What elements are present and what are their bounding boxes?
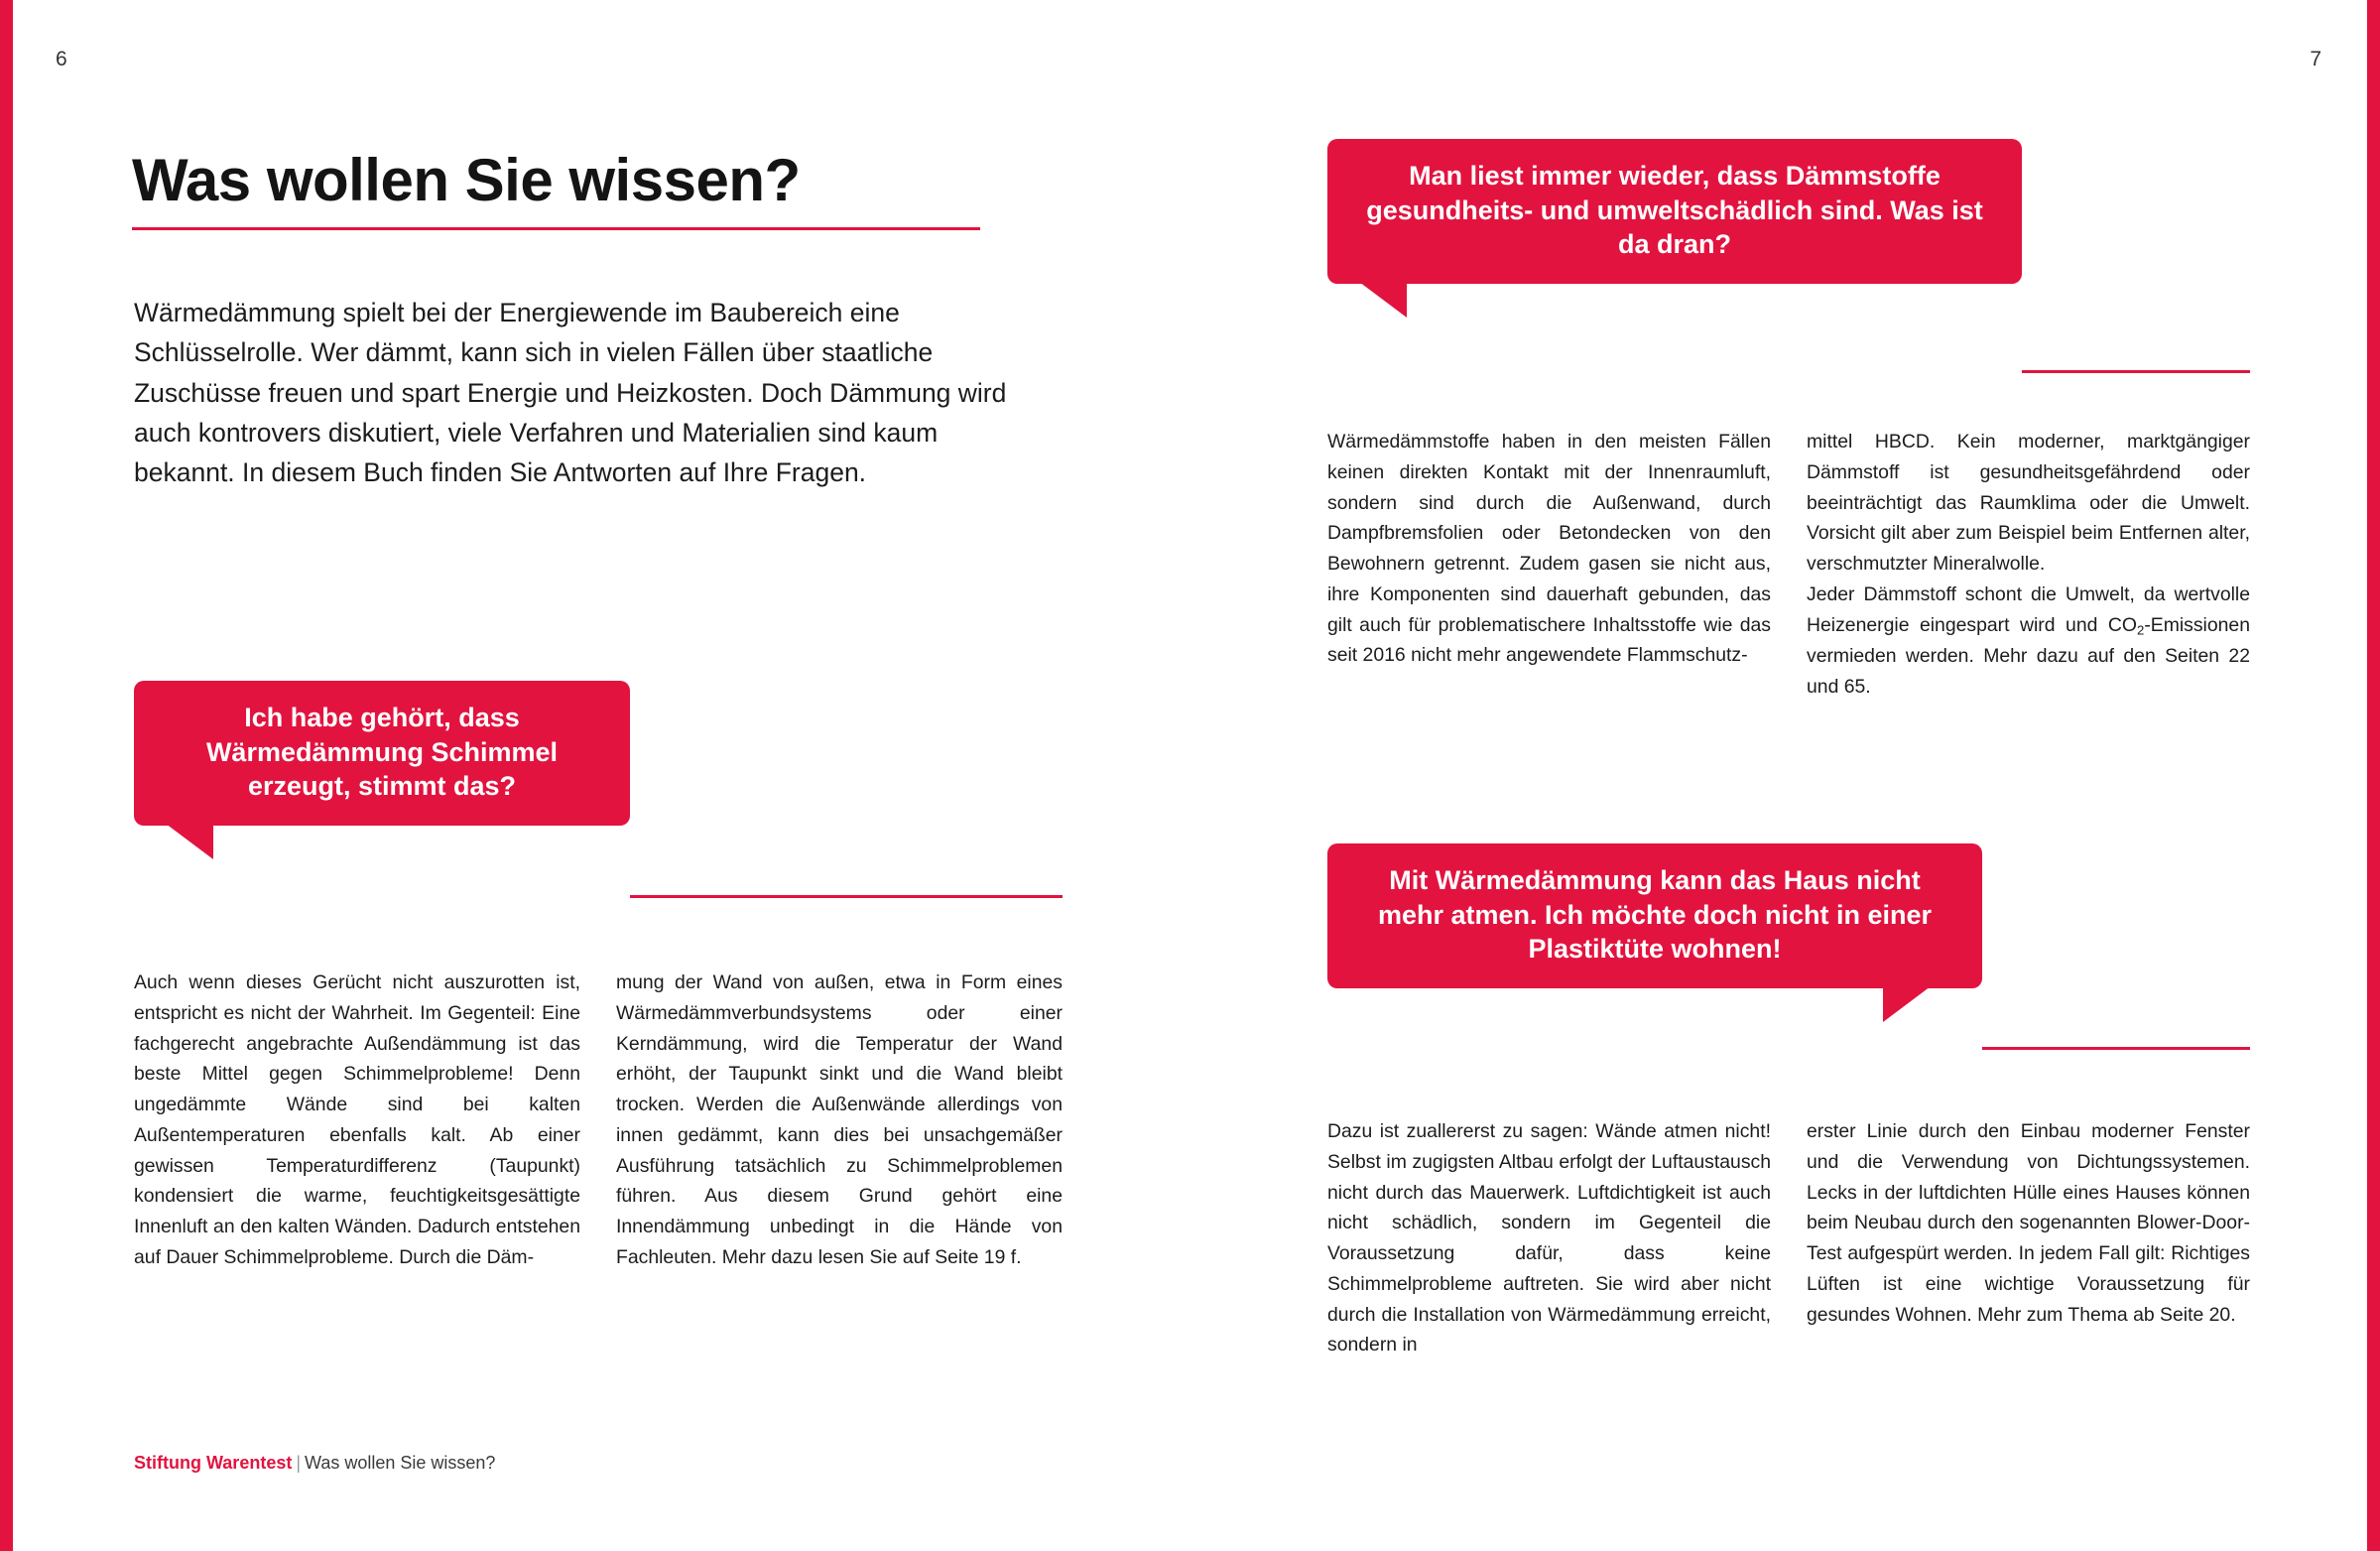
footer-section: Was wollen Sie wissen? (305, 1453, 496, 1473)
answer2-column-right-text-part2 (1807, 580, 2250, 703)
answer2-column-left-text: Wärmedämmstoffe haben in den meisten Fällen keinen direkten Kontakt mit der Innenraumluft, sondern sind durch die Außenwand, durch Dampfbremsfolien oder Betondecken von den Bewohnern getrennt. Zudem gasen sie nicht aus, ihre Komponenten sind dauerhaft gebunden, das gilt auch für problematischere Inhaltsstoffe wie das seit 2016 nicht mehr angewendete Flammschutz- (1327, 431, 1771, 667)
answer-columns-2 (1327, 427, 2250, 703)
page-title: Was wollen Sie wissen? (132, 147, 801, 213)
left-page (13, 0, 1190, 1551)
answer-column-right (616, 968, 1063, 1273)
answer-column-left (134, 968, 580, 1273)
question-block-3 (1327, 843, 1982, 988)
headline-block (132, 149, 1084, 230)
question-block-1 (134, 681, 630, 826)
answer2-column-right-text-part1: mittel HBCD. Kein moderner, marktgängiger Dämmstoff ist gesundheitsgefährdend oder beeinträchtigt das Raumklima oder die Umwelt. Vorsicht gilt aber zum Beispiel beim Entfernen alter, verschmutzter Mineralwolle. (1807, 431, 2250, 575)
bubble-tail (1359, 282, 1407, 318)
answer3-column-left-text: Dazu ist zuallererst zu sagen: Wände atmen nicht! Selbst im zugigsten Altbau erfolgt der Luftaustausch nicht durch das Mauerwerk. Luftdichtigkeit ist auch nicht schädlich, sondern im Gegenteil die Voraussetzung dafür, dass keine Schimmelprobleme auftreten. Sie wird aber nicht durch die Installation von Wärmedämmung erreicht, sondern in (1327, 1120, 1771, 1357)
left-edge-bar (0, 0, 13, 1551)
footer (134, 1453, 495, 1474)
question-bubble-1 (134, 681, 630, 826)
answer3-column-right-text: erster Linie durch den Einbau moderner Fenster und die Verwendung von Dichtungssystemen. Lecks in der luftdichten Hülle eines Hauses können beim Neubau durch den sogenannten Blower-Door-Test aufgespürt werden. In jedem Fall gilt: Richtiges Lüften ist eine wichtige Voraussetzung für gesundes Wohnen. Mehr zum Thema ab Seite 20. (1807, 1120, 2250, 1326)
answer-columns-3 (1327, 1116, 2250, 1360)
question-rule-2 (2022, 370, 2250, 373)
bubble-tail (166, 824, 213, 859)
co2-subscript: 2 (2136, 622, 2145, 638)
question-rule-3 (1982, 1047, 2250, 1050)
footer-brand: Stiftung Warentest (134, 1453, 293, 1473)
answer-column-right-text: mung der Wand von außen, etwa in Form eines Wärmedämmverbundsystems oder einer Kerndämmung, wird die Temperatur der Wand erhöht, der Taupunkt sinkt und die Wand bleibt trocken. Werden die Außenwände allerdings von innen gedämmt, kann dies bei unsachgemäßer Ausführung tatsächlich zu Schimmelproblemen führen. Aus diesem Grund gehört eine Innendämmung unbedingt in die Hände von Fachleuten. Mehr dazu lesen Sie auf Seite 19 f. (616, 971, 1063, 1268)
answer3-column-right (1807, 1116, 2250, 1360)
question-bubble-2 (1327, 139, 2022, 284)
question-block-2 (1327, 139, 2022, 284)
question-bubble-2-text: Man liest immer wieder, dass Dämmstoffe gesundheits- und umweltschädlich sind. Was ist da dran? (1366, 161, 1983, 260)
question-bubble-1-text: Ich habe gehört, dass Wärmedämmung Schimmel erzeugt, stimmt das? (205, 703, 559, 802)
question-bubble-3 (1327, 843, 1982, 988)
question-rule-1 (630, 895, 1063, 898)
answer2-part2a: Jeder Dämmstoff schont die Umwelt, da wertvolle Heizenergie eingespart wird und CO (1807, 582, 2250, 636)
answer2-column-left (1327, 427, 1771, 703)
right-edge-bar (2367, 0, 2380, 1551)
answer3-column-left (1327, 1116, 1771, 1360)
page-number-left: 6 (56, 48, 67, 70)
headline-rule (132, 227, 980, 230)
page-number-right: 7 (2310, 48, 2321, 70)
answer-columns-1 (134, 968, 1063, 1273)
answer2-part2b: -Emissionen vermieden werden. Mehr dazu auf den Seiten 22 und 65. (1807, 613, 2250, 698)
question-bubble-3-text: Mit Wärmedämmung kann das Haus nicht mehr atmen. Ich möchte doch nicht in einer Plastiktüte wohnen! (1377, 865, 1933, 965)
footer-separator: | (296, 1453, 302, 1473)
answer-column-left-text: Auch wenn dieses Gerücht nicht auszurotten ist, entspricht es nicht der Wahrheit. Im Gegenteil: Eine fachgerecht angebrachte Außendämmung ist das beste Mittel gegen Schimmelprobleme! Denn ungedämmte Wände sind bei kalten Außentemperaturen ebenfalls kalt. Ab einer gewissen Temperaturdifferenz (Taupunkt) kondensiert die warme, feuchtigkeitsgesättigte Innenluft an den kalten Wänden. Dadurch entstehen auf Dauer Schimmelprobleme. Durch die Däm- (134, 971, 580, 1268)
right-page (1190, 0, 2367, 1551)
bubble-tail (1883, 986, 1931, 1022)
answer2-column-right (1807, 427, 2250, 703)
intro-paragraph: Wärmedämmung spielt bei der Energiewende im Baubereich eine Schlüsselrolle. Wer dämmt, kann sich in vielen Fällen über staatliche Zuschüsse freuen und spart Energie und Heizkosten. Doch Dämmung wird auch kontrovers diskutiert, viele Verfahren und Materialien sind kaum bekannt. In diesem Buch finden Sie Antworten auf Ihre Fragen. (134, 298, 1007, 488)
